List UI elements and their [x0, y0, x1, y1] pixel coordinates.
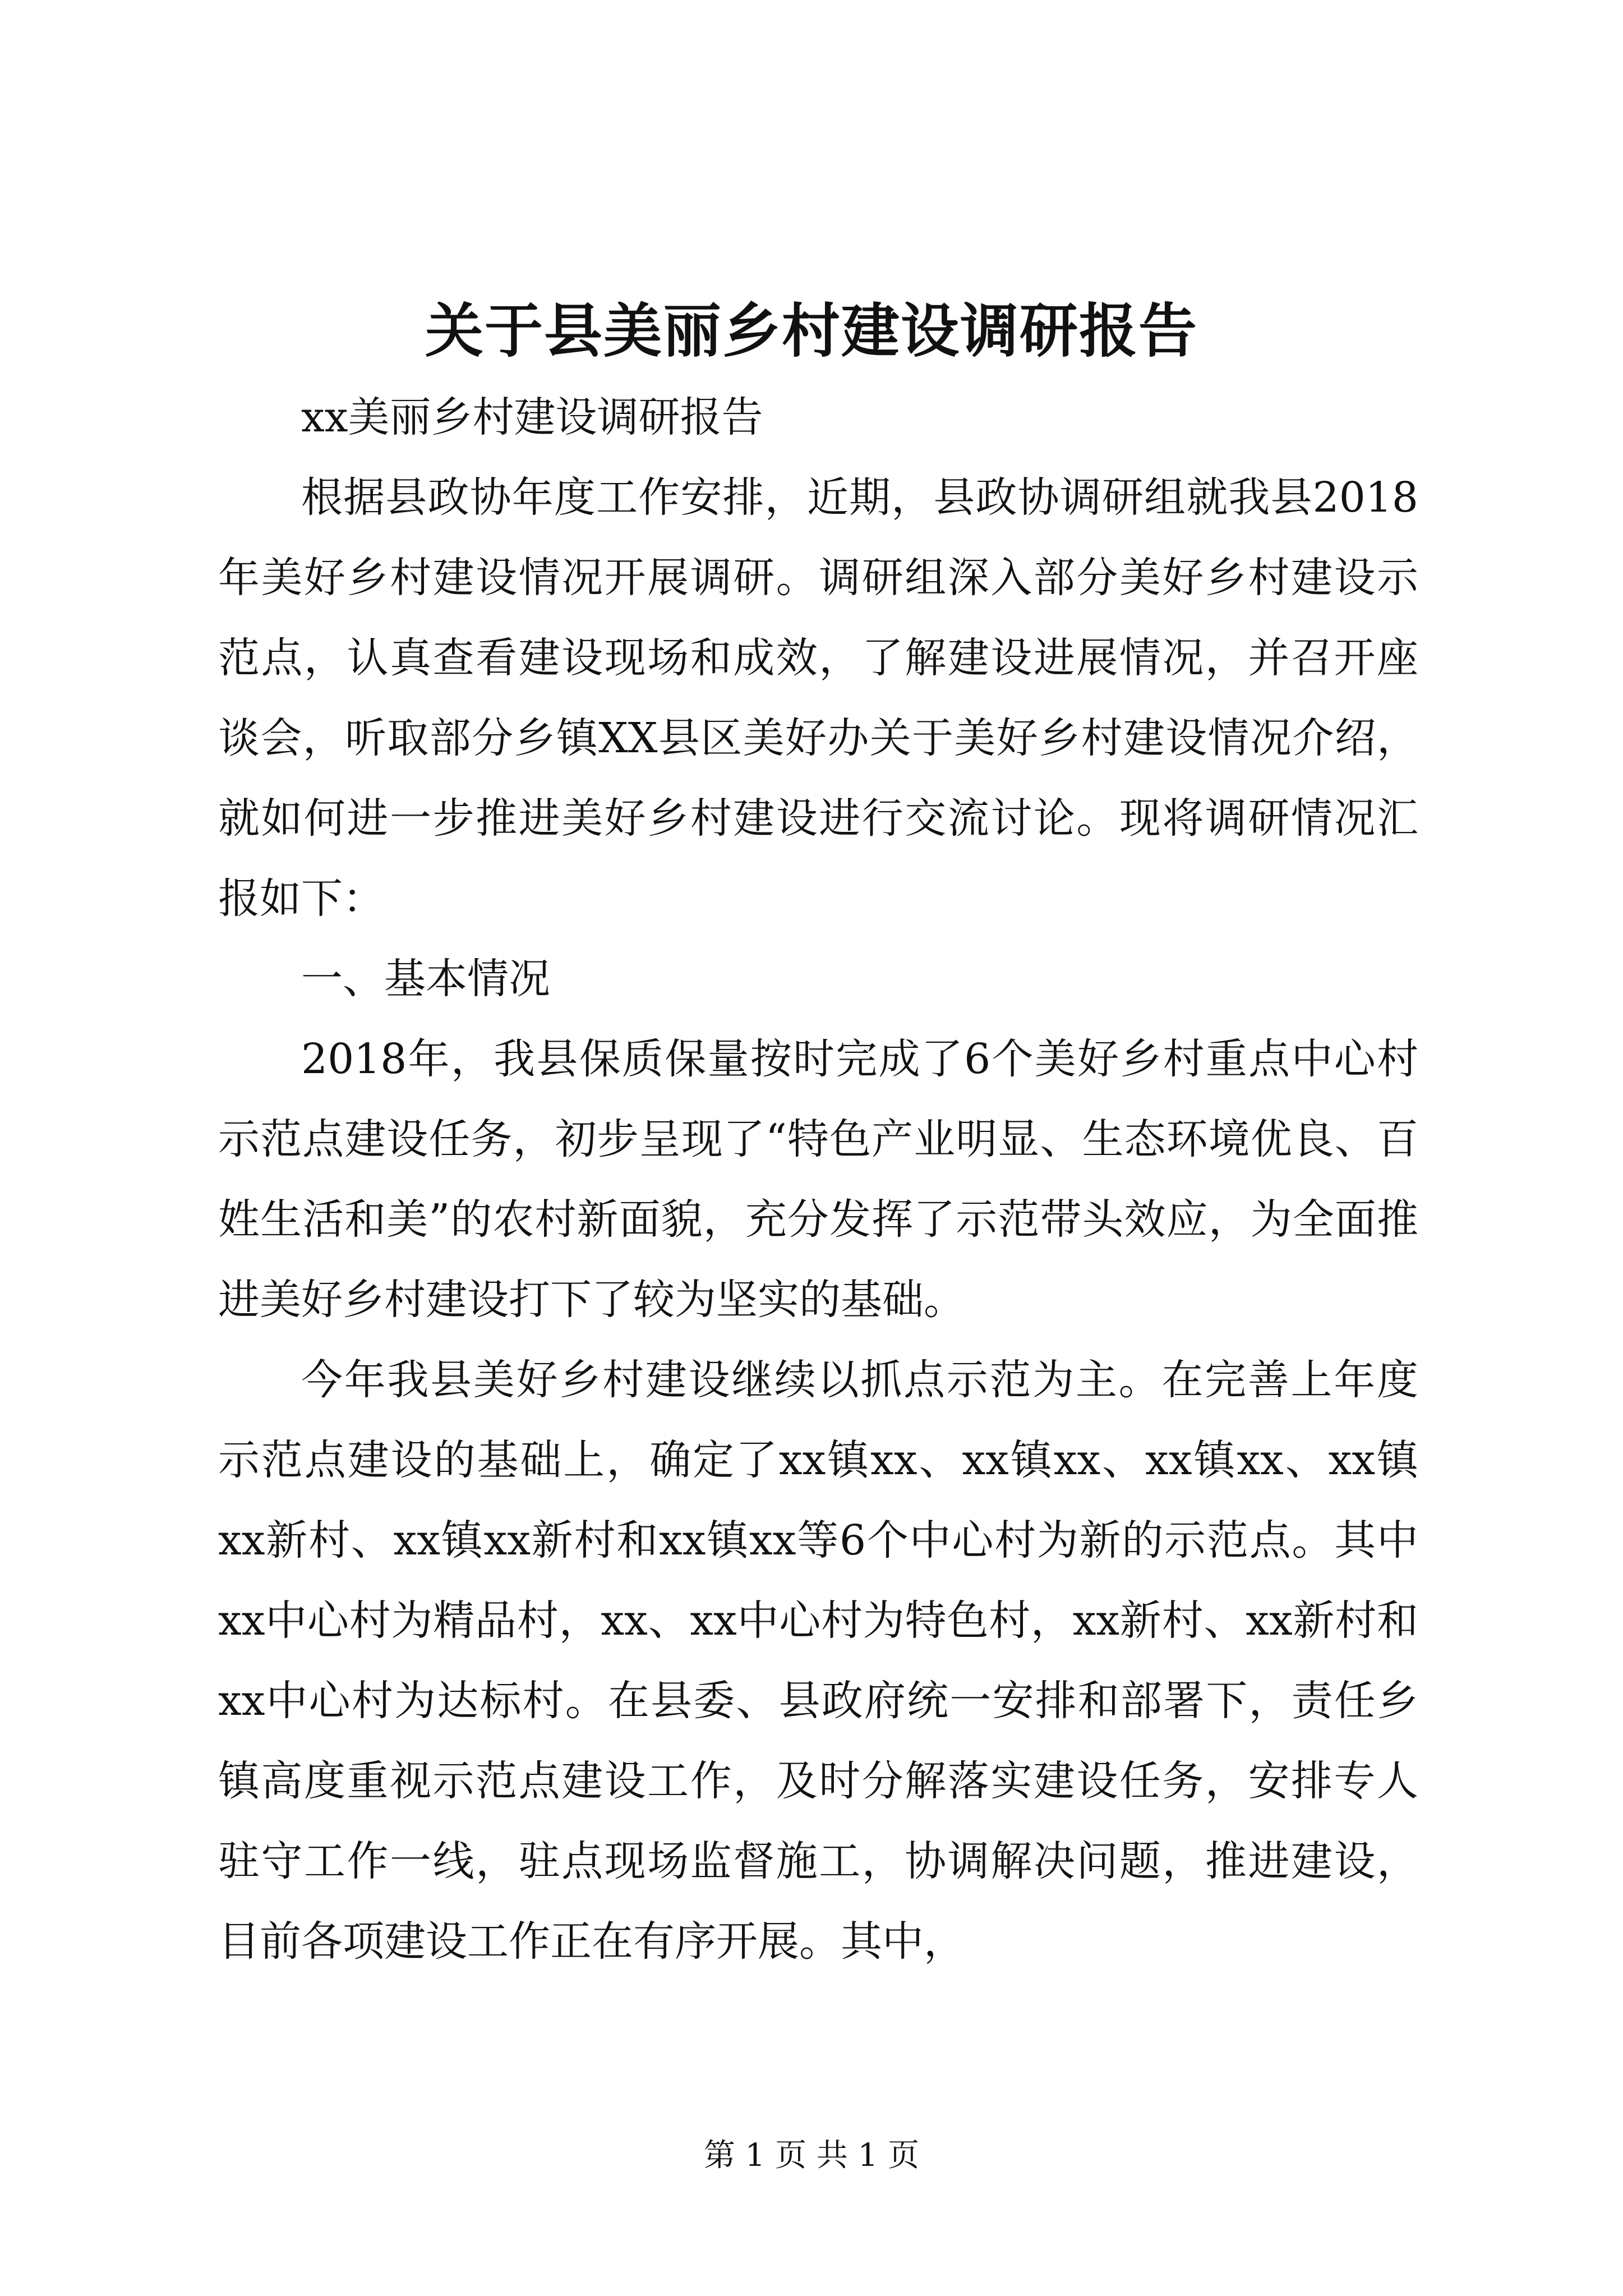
page-number-footer: 第 1 页 共 1 页	[703, 2137, 920, 2174]
body-paragraph-subtitle: xx美丽乡村建设调研报告	[301, 393, 763, 441]
document-title: 关于县美丽乡村建设调研报告	[425, 296, 1198, 365]
section-heading-basic-situation: 一、基本情况	[301, 955, 550, 1003]
body-paragraph-2018-summary: 2018年，我县保质保量按时完成了6个美好乡村重点中心村示范点建设任务，初步呈现了“特色产业明显、生态环境优良、百姓生活和美”的农村新面貌，充分发挥了示范带头效应，为全面推进美好乡村建设打下了较为坚实的基础。	[218, 1035, 1418, 1324]
body-paragraph-this-year: 今年我县美好乡村建设继续以抓点示范为主。在完善上年度示范点建设的基础上，确定了xx镇xx、xx镇xx、xx镇xx、xx镇xx新村、xx镇xx新村和xx镇xx等6个中心村为新的示范点。其中xx中心村为精品村，xx、xx中心村为特色村，xx新村、xx新村和xx中心村为达标村。在县委、县政府统一安排和部署下，责任乡镇高度重视示范点建设工作，及时分解落实建设任务，安排专人驻守工作一线，驻点现场监督施工，协调解决问题，推进建设，目前各项建设工作正在有序开展。其中，	[218, 1356, 1418, 1966]
document-body	[218, 378, 1418, 1982]
body-paragraph-intro: 根据县政协年度工作安排，近期，县政协调研组就我县2018年美好乡村建设情况开展调研。调研组深入部分美好乡村建设示范点，认真查看建设现场和成效，了解建设进展情况，并召开座谈会，听取部分乡镇XX县区美好办关于美好乡村建设情况介绍，就如何进一步推进美好乡村建设进行交流讨论。现将调研情况汇报如下：	[218, 473, 1418, 923]
